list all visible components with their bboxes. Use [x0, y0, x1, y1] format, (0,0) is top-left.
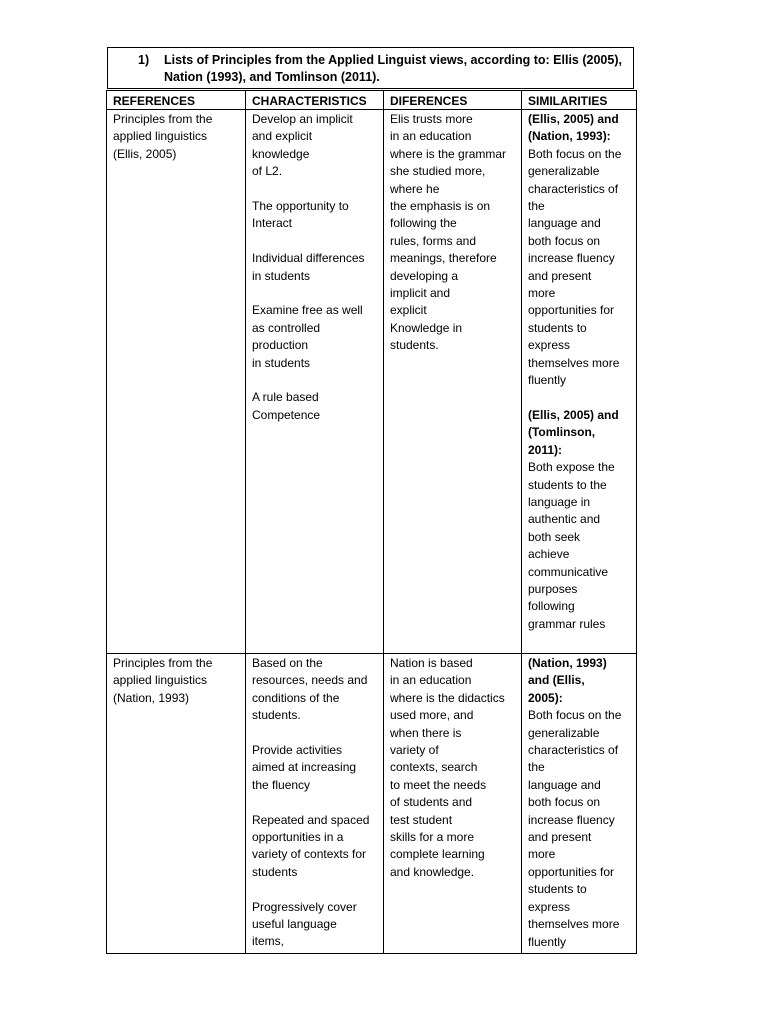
- characteristic-line: Based on the: [252, 656, 323, 670]
- heading-line: Nation (1993), and Tomlinson (2011).: [164, 70, 380, 84]
- similarity-line: grammar rules: [528, 616, 606, 631]
- characteristic-line: Progressively cover: [252, 899, 357, 914]
- difference-line: she studied more,: [390, 164, 486, 179]
- difference-line: to meet the needs: [390, 777, 487, 792]
- similarity-line: more: [528, 847, 556, 862]
- similarity-line: themselves more: [528, 917, 620, 932]
- similarity-line: following: [528, 599, 575, 614]
- difference-line: variety of: [390, 743, 439, 758]
- similarity-line: increase fluency: [528, 812, 615, 827]
- similarity-line: both focus on: [528, 233, 601, 248]
- difference-line: meanings, therefore: [390, 251, 497, 266]
- similarity-line: the: [528, 199, 545, 214]
- similarity-line: increase fluency: [528, 251, 615, 266]
- similarity-title-line: (Nation, 1993): [528, 656, 607, 670]
- similarities-cell: [522, 654, 637, 954]
- difference-line: where is the didactics: [390, 690, 505, 705]
- difference-line: in an education: [390, 129, 472, 144]
- paragraph-gap: [528, 390, 631, 407]
- similarity-line: fluently: [528, 934, 567, 949]
- characteristic-line: Provide activities: [252, 743, 343, 758]
- characteristic-line: knowledge: [252, 146, 310, 161]
- characteristic-line: opportunities in a: [252, 830, 344, 845]
- similarity-line: students to the: [528, 477, 607, 492]
- characteristic-line: in students: [252, 268, 311, 283]
- similarity-title-line: 2011):: [528, 442, 563, 457]
- similarity-line: Both focus on the: [528, 708, 622, 723]
- difference-line: and knowledge.: [390, 864, 475, 879]
- table-body: [107, 110, 637, 954]
- paragraph-gap: [252, 725, 378, 742]
- difference-line: contexts, search: [390, 760, 478, 775]
- difference-line: following the: [390, 216, 457, 231]
- difference-line: test student: [390, 812, 453, 827]
- difference-line: developing a: [390, 268, 459, 283]
- reference-line: (Ellis, 2005): [113, 146, 177, 161]
- characteristic-line: of L2.: [252, 164, 283, 179]
- difference-line: rules, forms and: [390, 233, 477, 248]
- difference-line: where is the grammar: [390, 146, 507, 161]
- difference-line: of students and: [390, 795, 473, 810]
- similarity-line: language and: [528, 777, 601, 792]
- similarity-line: express: [528, 899, 571, 914]
- similarity-line: characteristics of: [528, 743, 619, 758]
- similarity-line: opportunities for: [528, 864, 615, 879]
- similarity-line: characteristics of: [528, 181, 619, 196]
- similarity-line: authentic and: [528, 512, 601, 527]
- reference-line: Principles from the: [113, 112, 213, 126]
- reference-cell: [107, 654, 246, 954]
- difference-line: implicit and: [390, 286, 451, 301]
- characteristic-line: the fluency: [252, 777, 311, 792]
- characteristic-line: aimed at increasing: [252, 760, 357, 775]
- similarity-line: both seek: [528, 529, 581, 544]
- table-header-row: [107, 91, 637, 110]
- similarity-line: generalizable: [528, 725, 600, 740]
- similarity-line: language and: [528, 216, 601, 231]
- heading-number: 1): [138, 53, 150, 67]
- heading-line: Lists of Principles from the Applied Linguist views, according to: Ellis (2005),: [164, 53, 622, 67]
- reference-line: applied linguistics: [113, 129, 208, 144]
- table-row: [107, 654, 637, 954]
- similarity-line: express: [528, 338, 571, 353]
- similarity-title-line: (Nation, 1993):: [528, 129, 611, 144]
- difference-line: the emphasis is on: [390, 199, 491, 214]
- similarity-line: students to: [528, 882, 587, 897]
- paragraph-gap: [252, 233, 378, 250]
- similarity-title-line: (Ellis, 2005) and: [528, 112, 619, 126]
- characteristic-line: production: [252, 338, 309, 353]
- characteristic-line: and explicit: [252, 129, 313, 144]
- characteristic-line: resources, needs and: [252, 673, 368, 688]
- characteristic-line: useful language: [252, 917, 337, 932]
- paragraph-gap: [252, 372, 378, 389]
- table-row: [107, 110, 637, 654]
- characteristic-line: A rule based: [252, 390, 319, 405]
- similarity-line: Both focus on the: [528, 146, 622, 161]
- similarity-line: opportunities for: [528, 303, 615, 318]
- similarity-line: communicative: [528, 564, 609, 579]
- difference-line: in an education: [390, 673, 472, 688]
- reference-line: Principles from the: [113, 656, 213, 670]
- paragraph-gap: [252, 285, 378, 302]
- header-differences: DIFERENCES: [384, 91, 522, 110]
- similarity-line: fluently: [528, 373, 567, 388]
- similarity-title-line: (Tomlinson,: [528, 425, 596, 440]
- similarity-line: the: [528, 760, 545, 775]
- difference-line: where he: [390, 181, 440, 196]
- similarity-line: Both expose the: [528, 460, 615, 475]
- similarity-line: and present: [528, 268, 592, 283]
- characteristic-line: students: [252, 864, 298, 879]
- similarity-line: themselves more: [528, 355, 620, 370]
- header-references: REFERENCES: [107, 91, 246, 110]
- similarity-line: more: [528, 286, 556, 301]
- similarity-title-line: 2005):: [528, 690, 563, 705]
- characteristic-line: Competence: [252, 407, 321, 422]
- differences-cell: [384, 654, 522, 954]
- characteristic-line: students.: [252, 708, 301, 723]
- similarity-title-line: and (Ellis,: [528, 673, 585, 688]
- similarity-line: generalizable: [528, 164, 600, 179]
- differences-cell: [384, 110, 522, 654]
- characteristics-cell: [246, 654, 384, 954]
- difference-line: skills for a more: [390, 830, 475, 845]
- characteristics-cell: [246, 110, 384, 654]
- heading-text: [164, 52, 624, 86]
- document-heading: [107, 47, 634, 89]
- characteristic-line: The opportunity to: [252, 199, 349, 214]
- similarity-title-line: (Ellis, 2005) and: [528, 407, 619, 422]
- similarity-line: language in: [528, 494, 591, 509]
- characteristic-line: Develop an implicit: [252, 112, 353, 126]
- reference-cell: [107, 110, 246, 654]
- difference-line: Knowledge in: [390, 320, 463, 335]
- difference-line: complete learning: [390, 847, 485, 862]
- paragraph-gap: [252, 181, 378, 198]
- reference-line: (Nation, 1993): [113, 690, 190, 705]
- difference-line: Elis trusts more: [390, 112, 473, 126]
- reference-line: applied linguistics: [113, 673, 208, 688]
- similarity-line: and present: [528, 830, 592, 845]
- difference-line: students.: [390, 338, 439, 353]
- difference-line: explicit: [390, 303, 427, 318]
- header-characteristics: CHARACTERISTICS: [246, 91, 384, 110]
- difference-line: used more, and: [390, 708, 474, 723]
- principles-table: [106, 90, 637, 954]
- characteristic-line: items,: [252, 934, 285, 949]
- characteristic-line: Interact: [252, 216, 293, 231]
- characteristic-line: in students: [252, 355, 311, 370]
- characteristic-line: conditions of the: [252, 690, 340, 705]
- characteristic-line: variety of contexts for: [252, 847, 367, 862]
- characteristic-line: Individual differences: [252, 251, 365, 266]
- header-similarities: SIMILARITIES: [522, 91, 637, 110]
- difference-line: when there is: [390, 725, 462, 740]
- similarity-line: purposes: [528, 581, 578, 596]
- similarity-line: achieve: [528, 547, 570, 562]
- paragraph-gap: [252, 881, 378, 898]
- similarity-line: students to: [528, 320, 587, 335]
- similarity-line: both focus on: [528, 795, 601, 810]
- characteristic-line: as controlled: [252, 320, 321, 335]
- characteristic-line: Examine free as well: [252, 303, 363, 318]
- similarities-cell: [522, 110, 637, 654]
- difference-line: Nation is based: [390, 656, 473, 670]
- paragraph-gap: [252, 794, 378, 811]
- characteristic-line: Repeated and spaced: [252, 812, 370, 827]
